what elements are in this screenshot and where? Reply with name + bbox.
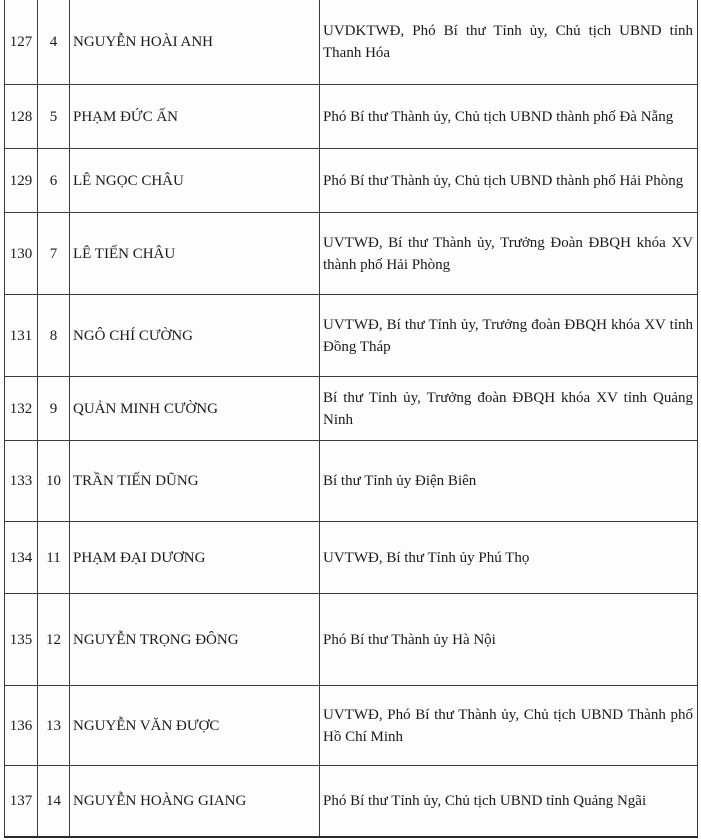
table-row: [5, 149, 698, 213]
row-index-cell: 129: [5, 149, 38, 213]
position-text: UVTWĐ, Bí thư Thành ủy, Trưởng Đoàn ĐBQH khóa XV thành phố Hải Phòng: [323, 234, 693, 273]
position-text: Phó Bí thư Thành ủy Hà Nội: [323, 631, 496, 648]
group-number-cell: 8: [38, 295, 70, 377]
position-text: UVTWĐ, Bí thư Tỉnh ủy, Trưởng đoàn ĐBQH khóa XV tỉnh Đồng Tháp: [323, 316, 693, 355]
row-index-cell: 127: [5, 0, 38, 85]
group-number-cell: 7: [38, 213, 70, 295]
full-name-cell: PHẠM ĐẠI DƯƠNG: [70, 522, 320, 594]
position-text: UVTWĐ, Phó Bí thư Thành ủy, Chủ tịch UBND Thành phố Hồ Chí Minh: [323, 706, 693, 745]
row-index-cell: 131: [5, 295, 38, 377]
position-cell: [320, 686, 698, 766]
full-name-cell: LÊ NGỌC CHÂU: [70, 149, 320, 213]
table-row: [5, 522, 698, 594]
group-number-cell: 4: [38, 0, 70, 85]
full-name-cell: PHẠM ĐỨC ẤN: [70, 85, 320, 149]
row-index-cell: 136: [5, 686, 38, 766]
table-row: [5, 594, 698, 686]
position-cell: [320, 377, 698, 441]
table-row: [5, 0, 698, 85]
position-cell: [320, 0, 698, 85]
position-cell: [320, 594, 698, 686]
table-row: [5, 766, 698, 837]
row-index-cell: 133: [5, 441, 38, 522]
position-cell: [320, 441, 698, 522]
group-number-cell: 6: [38, 149, 70, 213]
group-number-cell: 14: [38, 766, 70, 837]
table-row: [5, 85, 698, 149]
full-name-cell: LÊ TIẾN CHÂU: [70, 213, 320, 295]
row-index-cell: 134: [5, 522, 38, 594]
group-number-cell: 9: [38, 377, 70, 441]
personnel-table: [4, 0, 698, 838]
group-number-cell: 5: [38, 85, 70, 149]
position-cell: [320, 85, 698, 149]
position-text: Bí thư Tỉnh ủy Điện Biên: [323, 473, 477, 489]
group-number-cell: 11: [38, 522, 70, 594]
row-index-cell: 132: [5, 377, 38, 441]
position-cell: [320, 149, 698, 213]
full-name-cell: NGUYỄN TRỌNG ĐÔNG: [70, 594, 320, 686]
position-text: Phó Bí thư Thành ủy, Chủ tịch UBND thành phố Đà Nẵng: [323, 108, 674, 125]
position-cell: [320, 522, 698, 594]
table-row: [5, 295, 698, 377]
position-cell: [320, 213, 698, 295]
row-index-cell: 135: [5, 594, 38, 686]
full-name-cell: NGUYỄN VĂN ĐƯỢC: [70, 686, 320, 766]
position-text: UVDKTWĐ, Phó Bí thư Tỉnh ủy, Chủ tịch UBND tỉnh Thanh Hóa: [323, 22, 693, 61]
full-name-cell: QUẢN MINH CƯỜNG: [70, 377, 320, 441]
row-index-cell: 128: [5, 85, 38, 149]
position-text: Bí thư Tỉnh ủy, Trưởng đoàn ĐBQH khóa XV tỉnh Quảng Ninh: [323, 389, 693, 428]
position-cell: [320, 766, 698, 837]
full-name-cell: TRẦN TIẾN DŨNG: [70, 441, 320, 522]
full-name-cell: NGUYỄN HOÀNG GIANG: [70, 766, 320, 837]
position-text: Phó Bí thư Thành ủy, Chủ tịch UBND thành phố Hải Phòng: [323, 172, 684, 189]
position-cell: [320, 295, 698, 377]
table-row: [5, 213, 698, 295]
group-number-cell: 12: [38, 594, 70, 686]
table-row: [5, 377, 698, 441]
row-index-cell: 137: [5, 766, 38, 837]
position-text: UVTWĐ, Bí thư Tỉnh ủy Phú Thọ: [323, 549, 530, 566]
group-number-cell: 13: [38, 686, 70, 766]
personnel-table-body: [5, 0, 698, 837]
row-index-cell: 130: [5, 213, 38, 295]
table-row: [5, 686, 698, 766]
position-text: Phó Bí thư Tỉnh ủy, Chủ tịch UBND tỉnh Quảng Ngãi: [323, 792, 647, 809]
full-name-cell: NGUYỄN HOÀI ANH: [70, 0, 320, 85]
group-number-cell: 10: [38, 441, 70, 522]
table-row: [5, 441, 698, 522]
full-name-cell: NGÔ CHÍ CƯỜNG: [70, 295, 320, 377]
